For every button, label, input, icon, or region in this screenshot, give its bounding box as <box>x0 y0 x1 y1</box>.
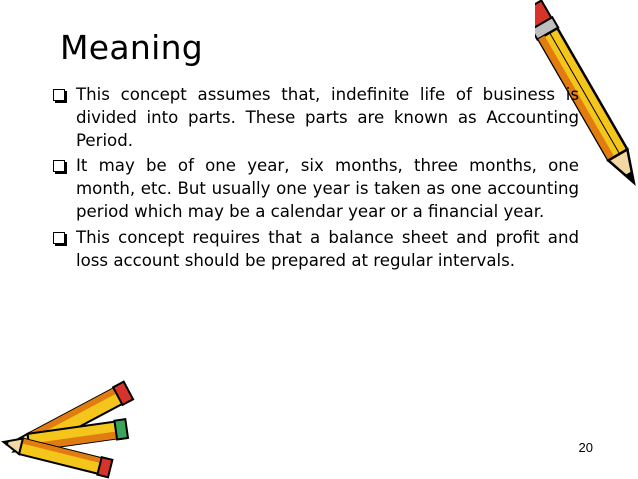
bullet-list <box>51 84 579 275</box>
bullet-text: This concept requires that a balance sheet and profit and loss account should be prepared at regular intervals. <box>76 227 579 270</box>
bullet-item <box>51 227 579 273</box>
page-number: 20 <box>578 440 593 455</box>
bullet-text: This concept assumes that, indefinite life of business is divided into parts. These parts are known as Accounting Period. <box>76 85 579 150</box>
checkbox-bullet-icon <box>53 89 65 101</box>
checkbox-bullet-icon <box>53 160 65 172</box>
bullet-item <box>51 155 579 223</box>
bullet-item <box>51 84 579 152</box>
pencils-icon <box>0 370 145 479</box>
checkbox-bullet-icon <box>53 232 65 244</box>
slide-title: Meaning <box>60 28 204 67</box>
bullet-text: It may be of one year, six months, three months, one month, etc. But usually one year is taken as one accounting period which may be a calendar year or a financial year. <box>76 156 579 221</box>
